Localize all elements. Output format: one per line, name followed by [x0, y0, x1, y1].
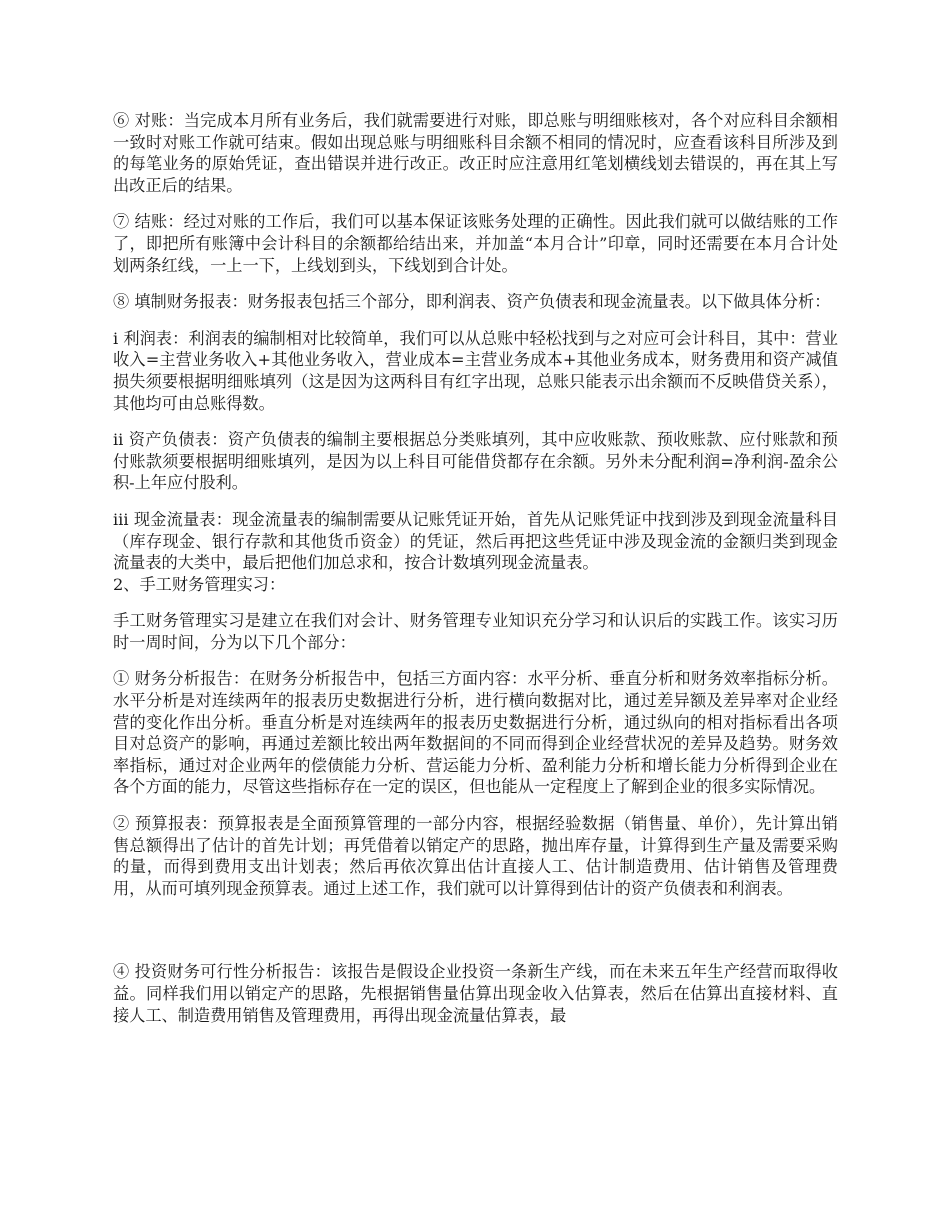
paragraph-closing-accounts: ⑦ 结账：经过对账的工作后，我们可以基本保证该账务处理的正确性。因此我们就可以做结账的工作了，即把所有账簿中会计科目的余额都给结出来，并加盖“本月合计”印章，同时还需要在本月合计处划两条红线，一上一下，上线划到头，下线划到合计处。 — [113, 212, 838, 275]
paragraph-financial-analysis-report: ① 财务分析报告：在财务分析报告中，包括三方面内容：水平分析、垂直分析和财务效率指标分析。水平分析是对连续两年的报表历史数据进行分析，进行横向数据对比，通过差异额及差异率对企业经营的变化作出分析。垂直分析是对连续两年的报表历史数据进行分析，通过纵向的相对指标看出各项目对总资产的影响，再通过差额比较出两年数据间的不同而得到企业经营状况的差异及趋势。财务效率指标，通过对企业两年的偿债能力分析、营运能力分析、盈利能力分析和增长能力分析得到企业在各个方面的能力，尽管这些指标存在一定的误区，但也能从一定程度上了解到企业的很多实际情况。 — [113, 669, 838, 797]
paragraph-reconciliation: ⑥ 对账：当完成本月所有业务后，我们就需要进行对账，即总账与明细账核对，各个对应科目余额相一致时对账工作就可结束。假如出现总账与明细账科目余额不相同的情况时，应查看该科目所涉及到的每笔业务的原始凭证，查出错误并进行改正。改正时应注意用红笔划横线划去错误的，再在其上写出改正后的结果。 — [113, 111, 838, 195]
paragraph-cash-flow-statement: iii 现金流量表：现金流量表的编制需要从记账凭证开始，首先从记账凭证中找到涉及到现金流量科目（库存现金、银行存款和其他货币资金）的凭证，然后再把这些凭证中涉及现金流的金额归类到现金流量表的大类中，最后把他们加总求和，按合计数填列现金流量表。 — [113, 509, 838, 573]
paragraph-investment-feasibility: ④ 投资财务可行性分析报告：该报告是假设企业投资一条新生产线，而在未来五年生产经营而取得收益。同样我们用以销定产的思路，先根据销售量估算出现金收入估算表，然后在估算出直接材料、直接人工、制造费用销售及管理费用，再得出现金流量估算表，最 — [113, 962, 838, 1025]
blank-gap — [113, 914, 838, 961]
paragraph-financial-statements: ⑧ 填制财务报表：财务报表包括三个部分，即利润表、资产负债表和现金流量表。以下做具体分析： — [113, 292, 831, 312]
paragraph-balance-sheet: ii 资产负债表：资产负债表的编制主要根据总分类账填列，其中应收账款、预收账款、应付账款和预付账款须要根据明细账填列，是因为以上科目可能借贷都存在余额。另外未分配利润=净利润-盈余公积-上年应付股利。 — [113, 430, 838, 493]
paragraph-manual-intro: 手工财务管理实习是建立在我们对会计、财务管理专业知识充分学习和认识后的实践工作。该实习历时一周时间，分为以下几个部分： — [113, 611, 838, 652]
section-heading-manual-finance: 2、手工财务管理实习： — [113, 574, 286, 594]
paragraph-income-statement: i 利润表：利润表的编制相对比较简单，我们可以从总账中轻松找到与之对应可会计科目，其中：营业收入=主营业务收入+其他业务收入，营业成本=主营业务成本+其他业务成本，财务费用和资产减值损失须要根据明细账填列（这是因为这两科目有红字出现，总账只能表示出余额而不反映借贷关系），其他均可由总账得数。 — [113, 328, 838, 413]
paragraph-budget-report: ② 预算报表：预算报表是全面预算管理的一部分内容，根据经验数据（销售量、单价），先计算出销售总额得出了估计的首先计划；再凭借着以销定产的思路，抛出库存量，计算得到生产量及需要采购的量，而得到费用支出计划表；然后再依次算出估计直接人工、估计制造费用、估计销售及管理费用，从而可填列现金预算表。通过上述工作，我们就可以计算得到估计的资产负债表和利润表。 — [113, 814, 838, 898]
